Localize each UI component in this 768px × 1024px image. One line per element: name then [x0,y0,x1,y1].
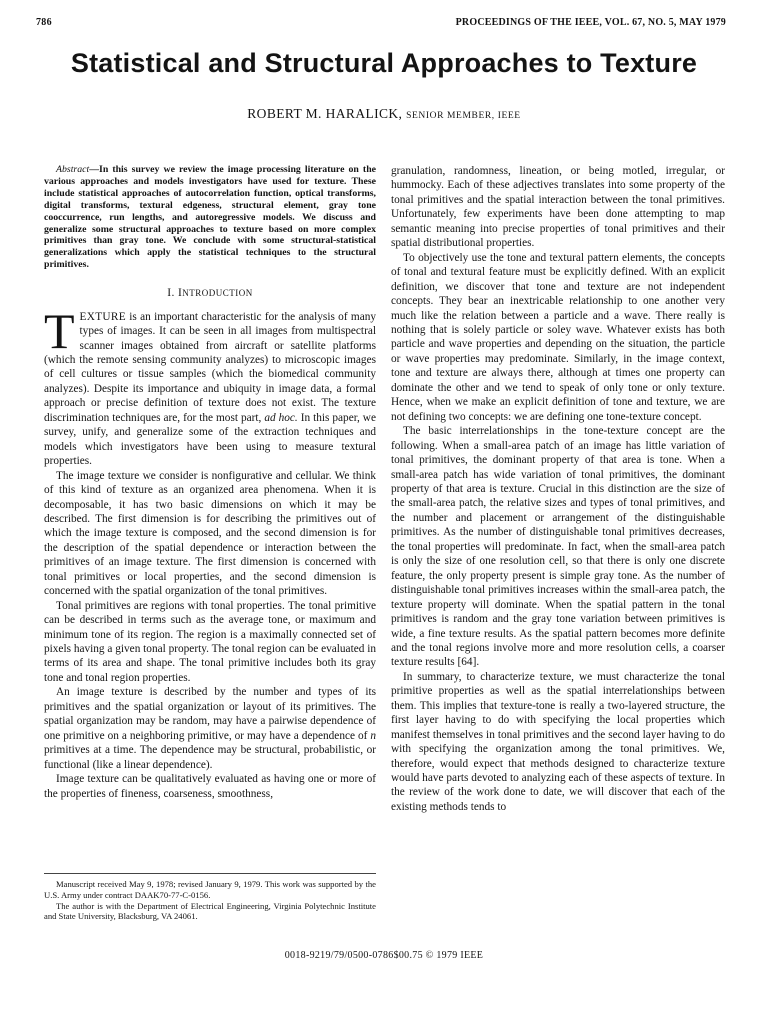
footnote-rule [44,873,376,874]
footnotes [44,879,376,922]
right-paragraph-3: The basic interrelationships in the tone-texture concept are the following. When a small-area patch of an image has little variation of tonal primitives, the dominant property of that area is tone. When a small-area patch has wide variation of tonal primitives, the dominant property of that area is texture. Crucial in this distinction are the size of the small-area patch, the relative sizes and types of tonal primitives, and the number and placement or arrangement of the distinguishable primitives. As the number of distinguishable tonal primitives decreases, the tonal properties will predominate. In fact, when the small-area patch is only the size of one resolution cell, so that there is only one discrete feature, the only property present is simple gray tone. As the number of distinguishable tonal primitives increases within the small-area patch, the texture property will dominate. When the spatial pattern in the tonal primitives is random and the gray tone variation between primitives is wide, a fine texture results. As the spatial pattern becomes more definite and the tonal regions involve more and more resolution cells, a coarser texture results [64]. [391,425,725,669]
section-title: NTRODUCTION [182,288,253,299]
intro-paragraph-2: The image texture we consider is nonfigurative and cellular. We think of this kind of texture as an organized area phenomena. When it is decomposable, it has two basic dimensions on which it may be described. The first dimension is for describing the primitives out of which the image texture is composed, and the second dimension is for the description of the spatial dependence or interaction between the primitives of an image texture. The first dimension is concerned with tonal primitives or local properties, and the second dimension is concerned with the spatial organization of the tonal primitives. [44,469,376,598]
copyright-line: 0018-9219/79/0500-0786$00.75 © 1979 IEEE [284,950,484,961]
author-name: ROBERT M. HARALICK, [247,106,403,121]
right-paragraph-4: In summary, to characterize texture, we must characterize the tonal primitive properties as well as the spatial interrelationships between them. This implies that texture-tone is really a two-layered structure, the first layer having to do with specifying the local properties which manifest themselves in tonal primitives and the second layer having to do with specifying the organization among the tonal primitives. We, therefore, would expect that methods designed to characterize texture would have parts devoted to analyzing each of these aspects of texture. In the review of the work done to date, we will discover that each of the existing methods tends to [391,670,725,813]
intro-paragraph-4 [44,685,376,772]
drop-cap: T [44,302,75,359]
intro-p4-text-a: An image texture is described by the number and types of its primitives and the spatial organization or layout of its primitives. The spatial organization may be random, may have a pairwise dependence of one primitive on a neighboring primitive, or may have a dependence of [44,686,376,742]
left-column [44,164,376,801]
abstract-text: —In this survey we review the image processing literature on the various approaches and models investigators have used for texture. These include statistical approaches of autocorrelation function, optical transforms, digital transforms, textural edgeness, structural element, gray tone cooccurrence, run lengths, and autoregressive models. We discuss and generalize some structural approaches to texture based on more complex primitives than gray tone. We conclude with some structural-statistical generalizations which apply the statistical techniques to the structural primitives. [44,164,376,271]
footnote-manuscript: Manuscript received May 9, 1978; revised January 9, 1979. This work was supported by the U.S. Army under contract DAAK70-77-C-0156. [44,879,376,900]
intro-paragraph-1 [44,302,376,469]
intro-p4-n: n [370,729,376,742]
intro-p4-text-b: primitives at a time. The dependence may be structural, probabilistic, or functional (like a linear dependence). [44,744,376,771]
right-column [391,164,725,814]
section-numeral: I. I [167,287,183,300]
intro-paragraph-3: Tonal primitives are regions with tonal properties. The tonal primitive can be described in terms such as the average tone, or maximum and minimum tone of its region. The region is a maximally connected set of pixels having a given tonal property. The tonal region can be evaluated in terms of its area and shape. The tonal primitive includes both its gray tone and tonal region properties. [44,599,376,684]
right-paragraph-1: granulation, randomness, lineation, or being motled, irregular, or hummocky. Each of these adjectives translates into some property of the tonal primitives and the spatial interaction between the tonal primitives. Unfortunately, few experiments have been done attempting to map semantic meaning into precise properties of tonal primitives and their spatial distributional properties. [391,165,725,250]
author-line [0,106,768,122]
abstract [44,164,376,271]
page-number: 786 [36,17,52,28]
journal-header: PROCEEDINGS OF THE IEEE, VOL. 67, NO. 5, MAY 1979 [455,17,726,28]
footnote-author: The author is with the Department of Electrical Engineering, Virginia Polytechnic Institute and State University, Blacksburg, VA 24061. [44,900,376,922]
intro-first-word: EXTURE [79,310,126,323]
intro-paragraph-5: Image texture can be qualitatively evaluated as having one or more of the properties of fineness, coarseness, smoothness, [44,773,376,800]
right-paragraph-2: To objectively use the tone and textural pattern elements, the concepts of tonal and textural feature must be explicitly defined. With an explicit definition, we discover that tone and texture are not independent concepts. They bear an inextricable relationship to one another very much like the relation between a particle and a wave. There really is nothing that is solely particle or soley wave. Whatever exists has both particle and wave properties and depending on the situation, the particle or wave properties may predominate. Similarly, in the image context, tone and texture are always there, although at times one property can dominate the other and we tend to speak of only tone or only texture. Hence, when we make an explicit definition of tone and texture, we are not defining two concepts: we are defining one tone-texture concept. [391,251,725,423]
paper-title: Statistical and Structural Approaches to Texture [70,48,698,78]
author-affiliation: SENIOR MEMBER, IEEE [406,111,521,121]
intro-p1-end: In this paper, we survey, unify, and generalize some of the extraction techniques and models which investigators have been using to measure textural properties. [44,411,376,468]
intro-p1-italic: ad hoc. [264,411,298,424]
section-heading-introduction [44,286,376,300]
intro-p1-text: is an important characteristic for the analysis of many types of images. It can be seen in all images from multispectral scanner images obtained from aircraft or satellite platforms (which the remote sensing community analyzes) to microscopic images of cell cultures or tissue samples (which the biomedical community analyzes). Despite its importance and ubiquity in image data, a formal approach or precise definition of texture does not exist. The texture discrimination techniques are, for the most part, [44,310,376,424]
abstract-label: Abstract [56,164,90,175]
